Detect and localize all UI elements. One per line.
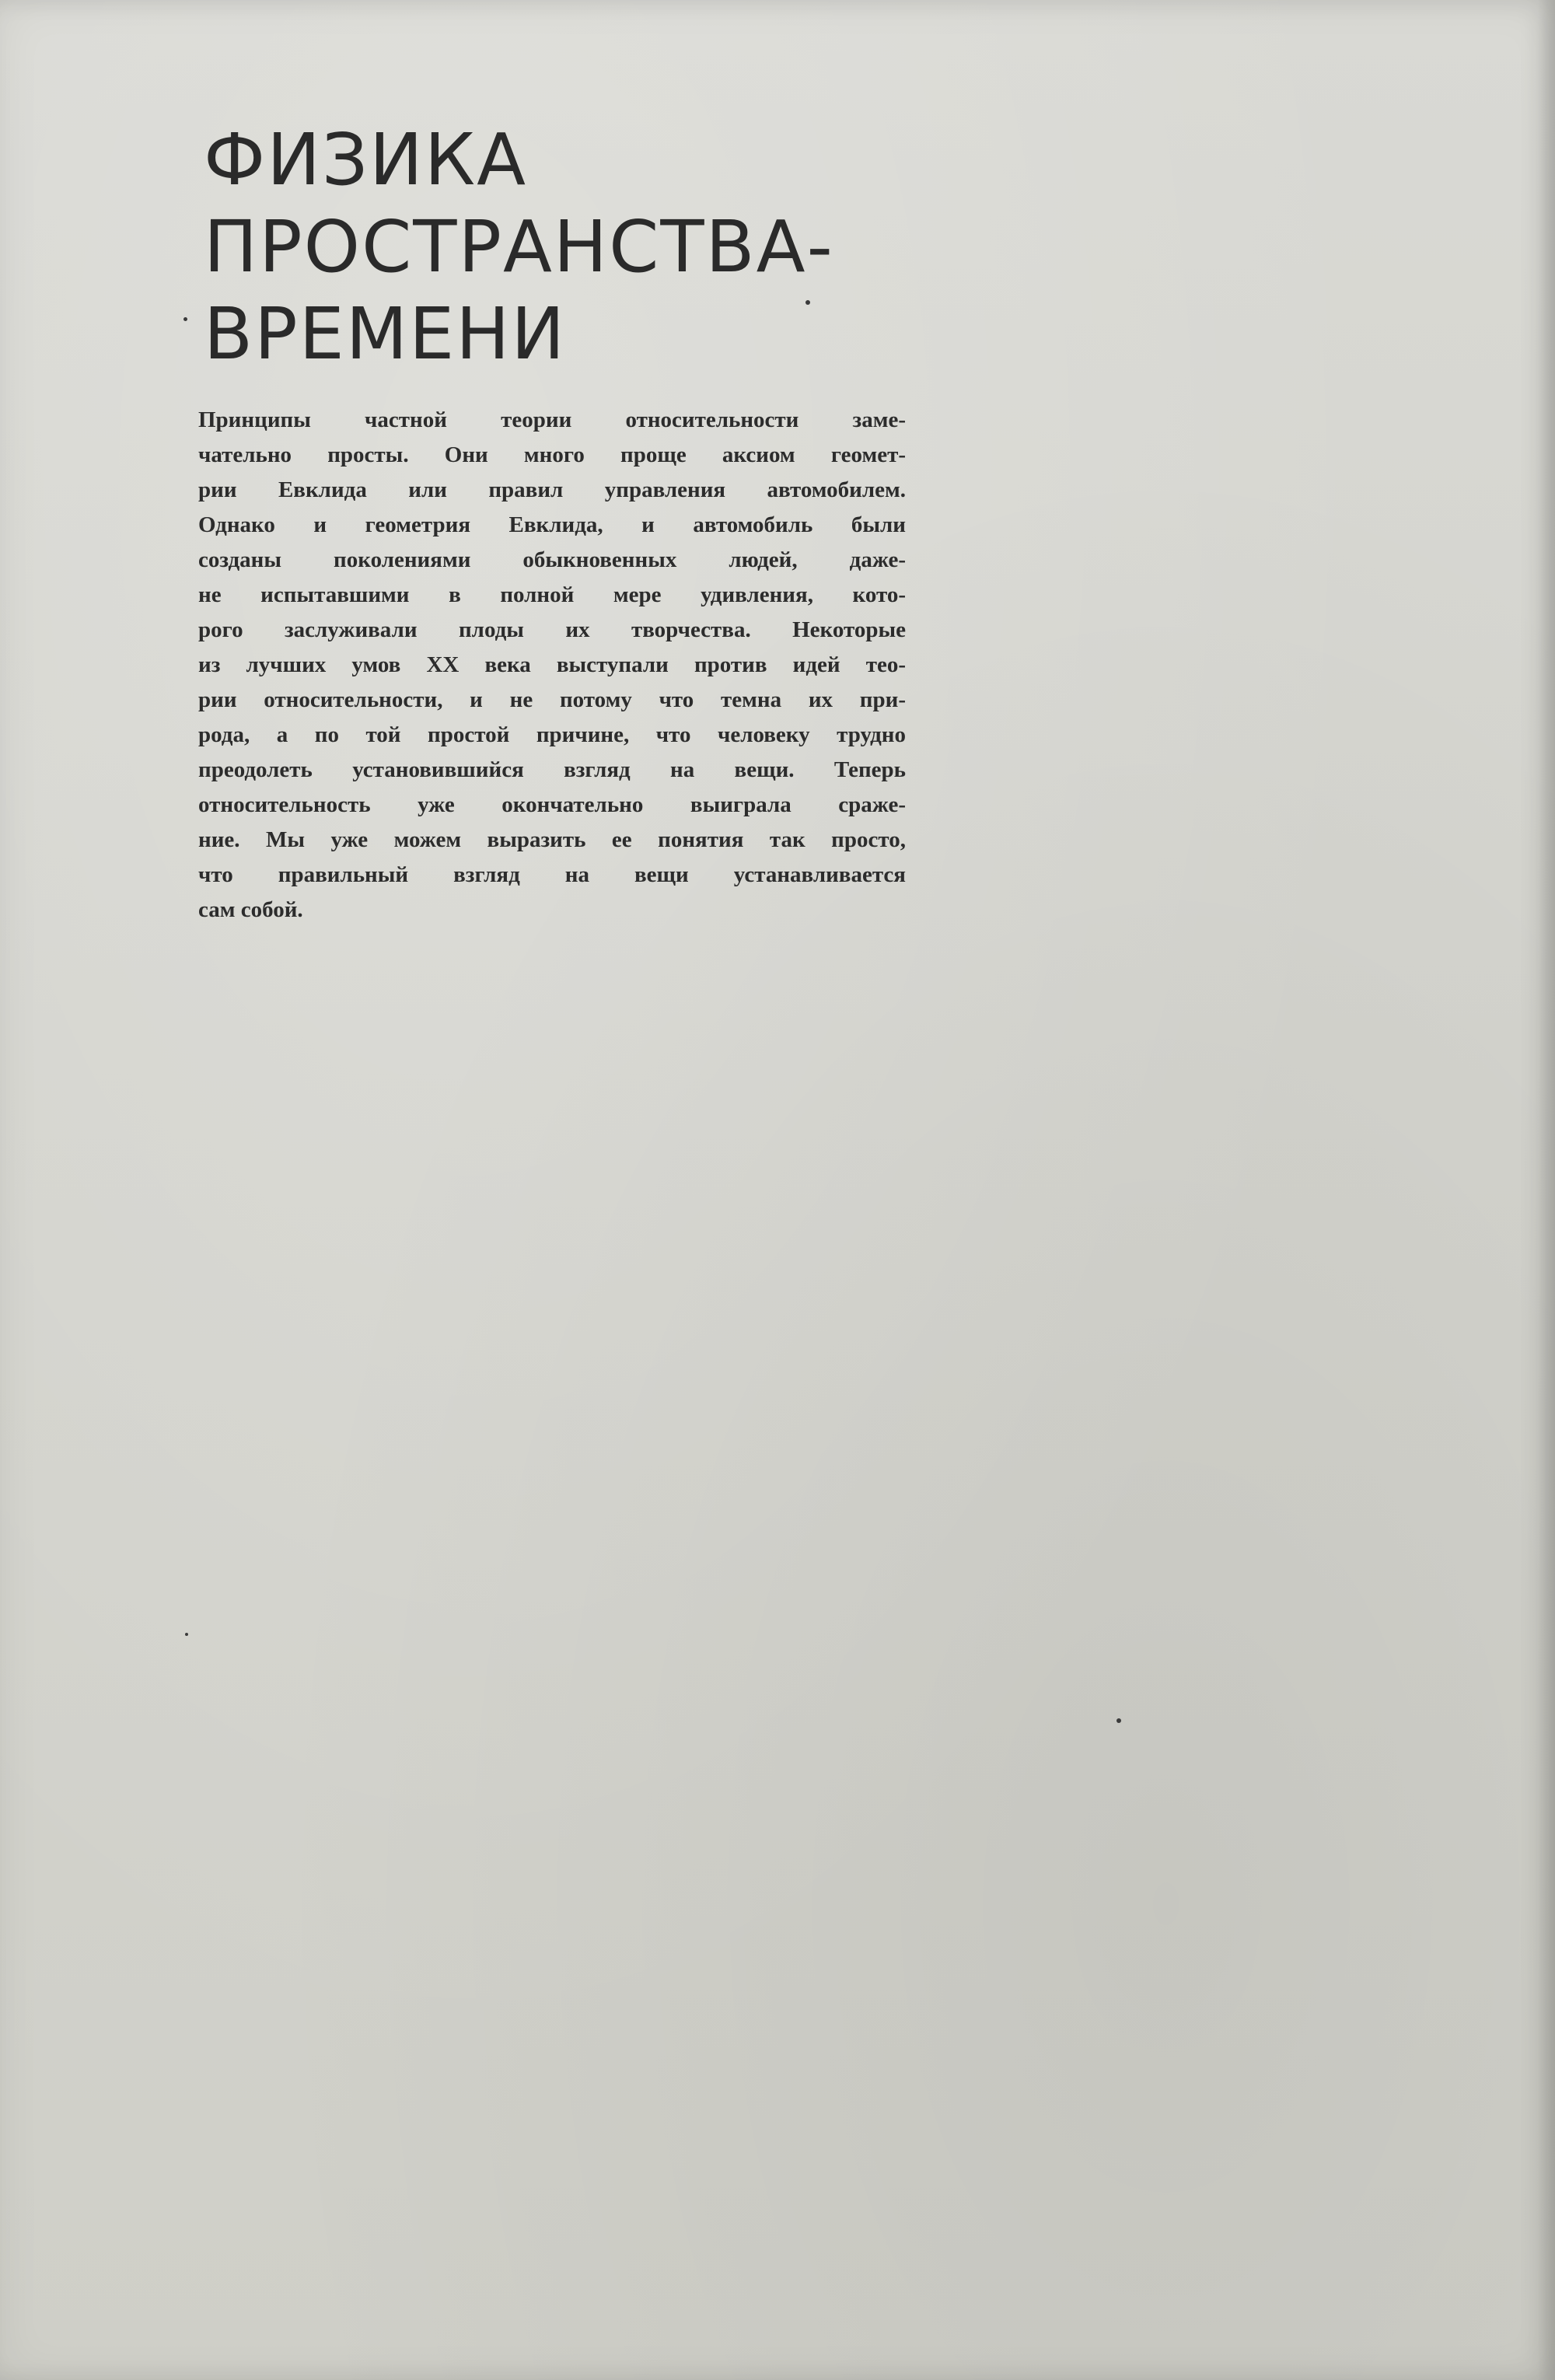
blurb-line: созданы поколениями обыкновенных людей, даже-	[198, 547, 906, 572]
blurb-line: сам собой.	[198, 897, 303, 922]
dust-speck	[1116, 1718, 1121, 1723]
dust-speck	[805, 300, 810, 305]
blurb-paragraph	[198, 403, 906, 928]
blurb-line: Однако и геометрия Евклида, и автомобиль были	[198, 512, 906, 537]
blurb-line: рого заслуживали плоды их творчества. Некоторые	[198, 617, 906, 642]
blurb-line: рии относительности, и не потому что темна их при-	[198, 687, 906, 712]
blurb-line: из лучших умов XX века выступали против идей тео-	[198, 652, 906, 677]
dust-speck	[185, 1633, 188, 1636]
blurb-line: рода, а по той простой причине, что человеку трудно	[198, 722, 906, 747]
title-line-1: ФИЗИКА	[204, 118, 528, 201]
blurb-line: ние. Мы уже можем выразить ее понятия так просто,	[198, 827, 906, 852]
cover-edge-shadow	[1538, 0, 1555, 2380]
blurb-line: рии Евклида или правил управления автомобилем.	[198, 477, 906, 502]
blurb-line: чательно просты. Они много проще аксиом геомет-	[198, 442, 906, 467]
blurb-line: относительность уже окончательно выиграла сраже-	[198, 792, 906, 817]
title-line-3: ВРЕМЕНИ	[204, 292, 567, 376]
dust-speck	[183, 317, 187, 321]
title-line-2: ПРОСТРАНСТВА-	[204, 205, 834, 288]
blurb-line: преодолеть установившийся взгляд на вещи. Теперь	[198, 757, 906, 782]
blurb-line: не испытавшими в полной мере удивления, кото-	[198, 582, 906, 607]
book-title	[204, 117, 981, 378]
blurb-line: что правильный взгляд на вещи устанавливается	[198, 862, 906, 887]
blurb-line: Принципы частной теории относительности заме-	[198, 407, 906, 432]
